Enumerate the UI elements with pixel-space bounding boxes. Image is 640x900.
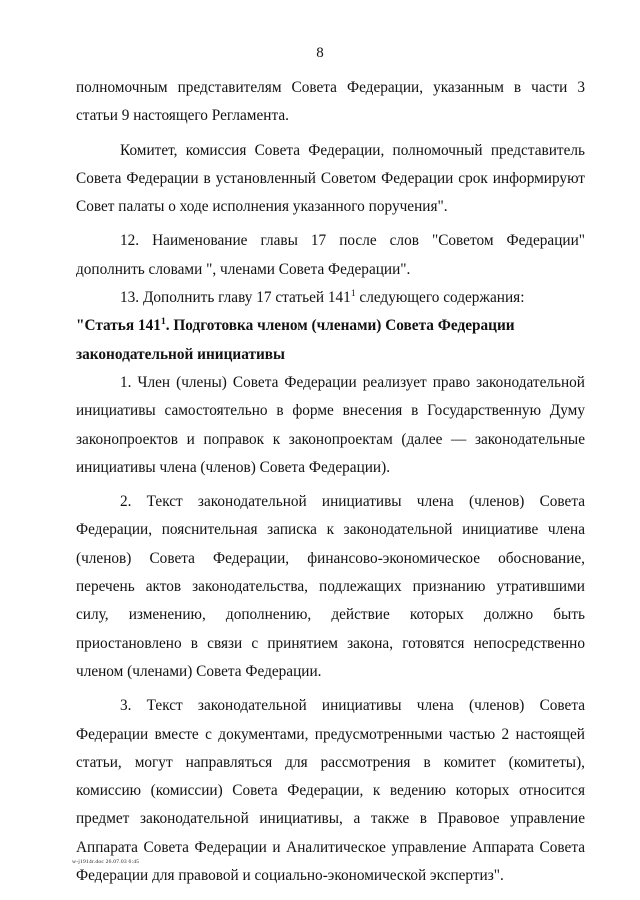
amendment-item-13 [76, 284, 585, 312]
amendment-item-12: 12. Наименование главы 17 после слов "Советом Федерации" дополнить словами ", членами Совета Федерации". [76, 232, 585, 278]
item13-text: 13. Дополнить главу 17 статьей 141 [120, 289, 351, 307]
article-heading-title: . Подготовка членом (членами) Совета Федерации [165, 317, 515, 335]
article-paragraph-3: 3. Текст законодательной инициативы члена (членов) Совета Федерации вместе с документами, предусмотренными частью 2 настоящей статьи, могут направляться для рассмотрения в комитет (комитеты), комиссию (комиссии) Совета Федерации, к ведению которых относится предмет законодательной инициативы, а также в Правовое управление Аппарата Совета Федерации и Аналитическое управление Аппарата Совета Федерации для правовой и социально-экономической экспертиз". [76, 697, 585, 885]
committee-paragraph: Комитет, комиссия Совета Федерации, полномочный представитель Совета Федерации в установленный Советом Федерации срок информируют Совет палаты о ходе исполнения указанного поручения". [76, 141, 585, 216]
article-paragraph-1: 1. Член (члены) Совета Федерации реализует право законодательной инициативы самостоятельно в форме внесения в Государственную Думу законопроектов и поправок к законопроектам (далее — законодательные инициативы члена (членов) Совета Федерации). [76, 373, 585, 476]
item13-superscript: 1 [350, 289, 356, 300]
page-number: 8 [316, 45, 324, 61]
article-heading-start: "Статья 141 [76, 317, 161, 335]
continuation-paragraph: полномочным представителям Совета Федерации, указанным в части 3 статьи 9 настоящего Регламента. [76, 79, 585, 125]
article-paragraph-2: 2. Текст законодательной инициативы члена (членов) Совета Федерации, пояснительная записка к законодательной инициативе члена (членов) Совета Федерации, финансово-экономическое обоснование, перечень актов законодательства, подлежащих признанию утратившими силу, изменению, дополнению, действие которых должно быть приостановлено в связи с принятием закона, готовятся непосредственно членом (членами) Совета Федерации. [76, 493, 585, 680]
document-body [76, 74, 585, 890]
article-heading [76, 312, 585, 340]
footer-file-code: w-j1914r.doc 26.07.03 6:45 [72, 859, 140, 865]
article-heading-superscript: 1 [160, 317, 166, 328]
item13-text-end: следующего содержания: [355, 289, 525, 307]
article-heading-line2: законодательной инициативы [76, 345, 285, 363]
